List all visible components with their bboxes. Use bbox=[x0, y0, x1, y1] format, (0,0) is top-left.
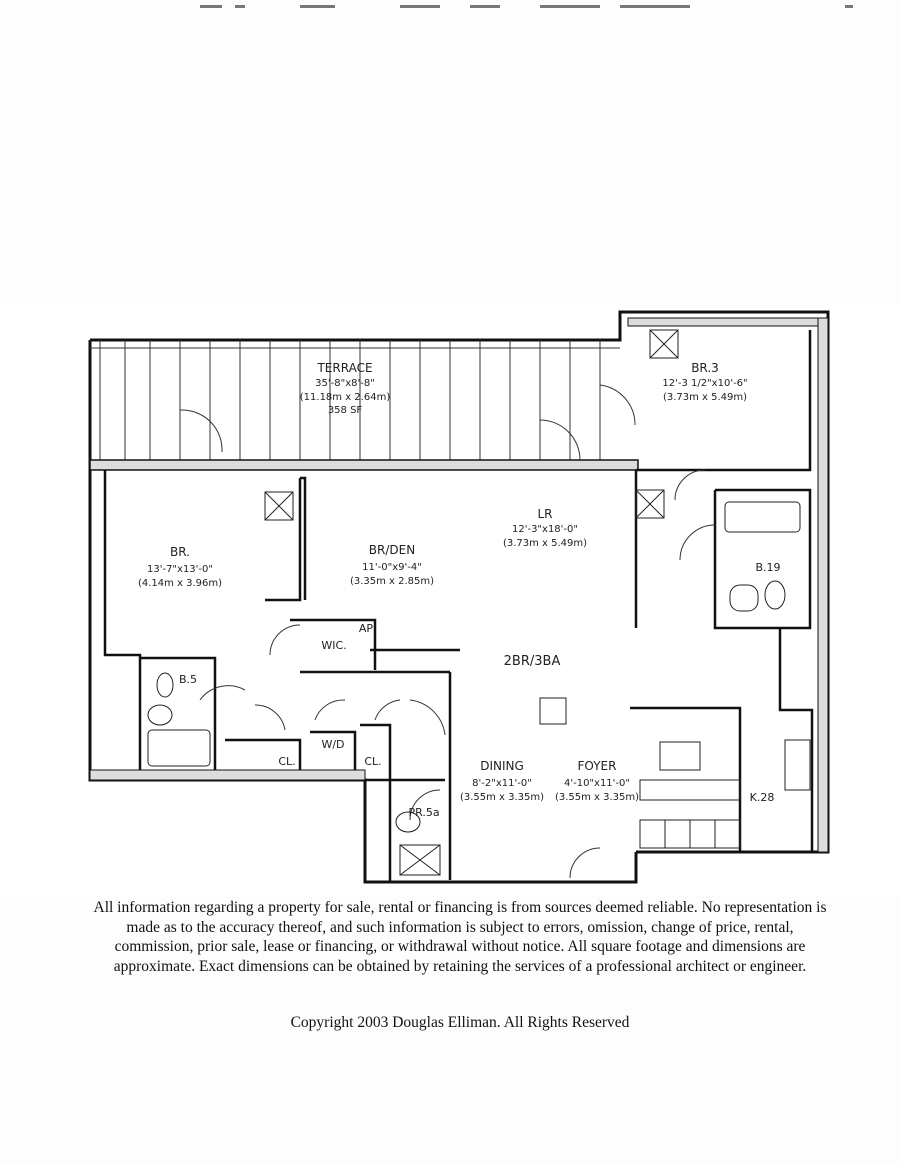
ap-label: AP bbox=[358, 622, 374, 635]
terrace-wall-band bbox=[90, 460, 638, 470]
bath-b5-label: B.5 bbox=[178, 673, 198, 686]
foyer-name: FOYER bbox=[577, 759, 617, 773]
bath-b19-label: B.19 bbox=[755, 561, 781, 574]
east-wall-band bbox=[818, 318, 828, 852]
dining-dim-ft: 8'-2"x11'-0" bbox=[472, 778, 532, 789]
dining-name: DINING bbox=[480, 759, 524, 773]
terrace-dim-ft: 35'-8"x8'-8" bbox=[315, 378, 375, 389]
brden-dim-m: (3.35m x 2.85m) bbox=[349, 576, 435, 587]
lr-dim-ft: 12'-3"x18'-0" bbox=[511, 524, 579, 535]
powder-room-label: PR.5a bbox=[408, 806, 440, 819]
closet-label-2: CL. bbox=[364, 755, 382, 768]
br3-dim-ft: 12'-3 1/2"x10'-6" bbox=[662, 378, 748, 389]
br-dim-ft: 13'-7"x13'-0" bbox=[146, 564, 214, 575]
closet-label-1: CL. bbox=[278, 755, 296, 768]
dining-dim-m: (3.55m x 3.35m) bbox=[459, 792, 545, 803]
legal-disclaimer: All information regarding a property for sale, rental or financing is from sources deemed reliable. No representation is made as to the accuracy thereof, and such information is subject to errors, omission, change of price, rental, commission, prior sale, lease or financing, or withdrawal without notice. All square footage and dimensions are approximate. Exact dimensions can be obtained by retaining the services of a professional architect or engineer. bbox=[93, 899, 827, 975]
copyright-notice: Copyright 2003 Douglas Elliman. All Rights Reserved bbox=[290, 1014, 630, 1031]
brden-dim-ft: 11'-0"x9'-4" bbox=[362, 562, 422, 573]
north-br3-wall-band bbox=[628, 318, 818, 326]
br-dim-m: (4.14m x 3.96m) bbox=[137, 578, 223, 589]
lr-dim-m: (3.73m x 5.49m) bbox=[502, 538, 588, 549]
south-wall-band bbox=[90, 770, 365, 780]
scanned-top-edge bbox=[0, 0, 900, 8]
br3-name: BR.3 bbox=[691, 361, 719, 375]
brden-name: BR/DEN bbox=[368, 543, 416, 557]
br3-dim-m: (3.73m x 5.49m) bbox=[662, 392, 748, 403]
terrace-dim-m: (11.18m x 2.64m) bbox=[299, 392, 391, 403]
unit-type-label: 2BR/3BA bbox=[503, 654, 561, 669]
terrace-name: TERRACE bbox=[317, 361, 373, 375]
wic-label: WIC. bbox=[321, 639, 347, 652]
wd-label: W/D bbox=[321, 738, 345, 751]
foyer-dim-m: (3.55m x 3.35m) bbox=[554, 792, 640, 803]
foyer-dim-ft: 4'-10"x11'-0" bbox=[563, 778, 631, 789]
kitchen-label: K.28 bbox=[749, 791, 775, 804]
br-name: BR. bbox=[170, 545, 190, 559]
floor-plan bbox=[0, 300, 900, 900]
terrace-area: 358 SF bbox=[327, 405, 363, 416]
lr-name: LR bbox=[537, 507, 553, 521]
